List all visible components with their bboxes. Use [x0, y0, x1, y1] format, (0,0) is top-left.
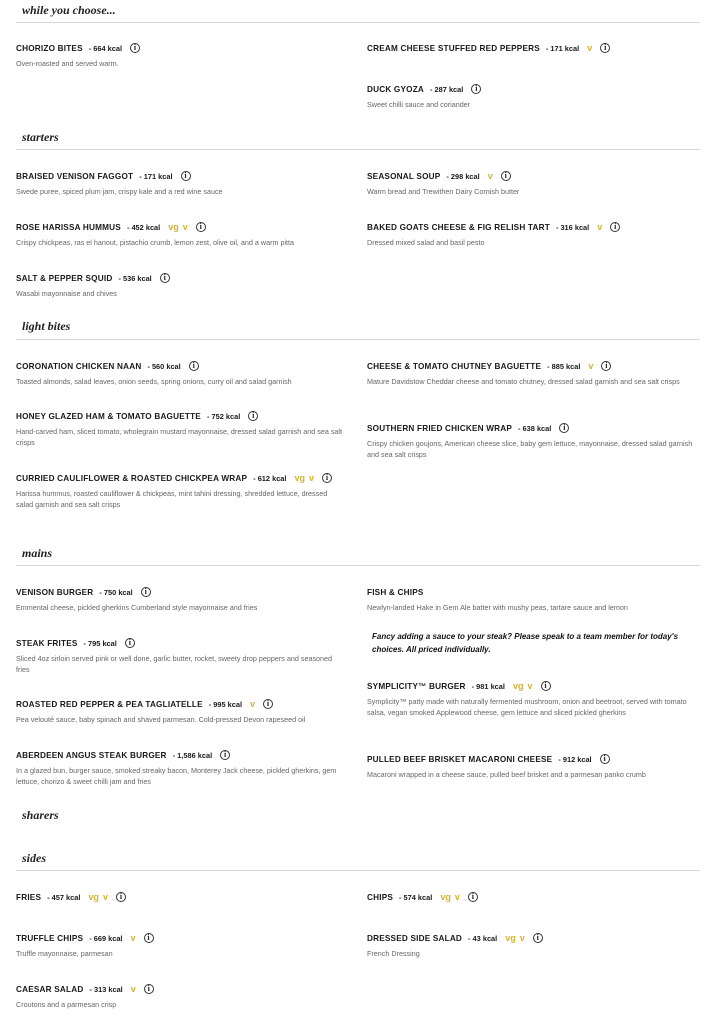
menu-item-description: Swede puree, spiced plum jam, crispy kale and a red wine sauce [16, 187, 223, 196]
menu-item-header [16, 696, 346, 712]
calorie-count: - 43 kcal [468, 933, 498, 943]
info-icon[interactable]: i [116, 892, 126, 902]
menu-item-name: DUCK GYOZA [367, 84, 425, 94]
menu-item [16, 270, 346, 299]
menu-item [367, 889, 697, 905]
info-icon[interactable]: i [189, 361, 199, 371]
menu-item-header [367, 219, 697, 235]
vegetarian-badge: v [597, 222, 603, 232]
menu-item-header [16, 584, 346, 600]
section-title-starters: starters [22, 130, 59, 144]
menu-item-description: Toasted almonds, salad leaves, onion seeds, spring onions, curry oil and salad garnish [16, 377, 292, 386]
vegetarian-badge: v [250, 699, 256, 709]
info-icon[interactable]: i [533, 933, 543, 943]
info-icon[interactable]: i [125, 638, 135, 648]
calorie-count: - 981 kcal [471, 681, 505, 691]
calorie-count: - 669 kcal [89, 933, 123, 943]
menu-item-header [16, 889, 346, 905]
menu-item-description: French Dressing [367, 949, 420, 958]
menu-item-name: CHEESE & TOMATO CHUTNEY BAGUETTE [367, 361, 542, 371]
menu-item-description: Symplicity™ patty made with naturally fermented mushroom, onion and beetroot, served with tomato salsa, vegan smoked Applewood cheese, gem lettuce and sliced pickled gherkins [367, 697, 687, 717]
calorie-count: - 995 kcal [208, 699, 243, 709]
vegetarian-badge: v [519, 933, 525, 943]
menu-item-header [367, 751, 697, 767]
vegetarian-badge: v [130, 933, 136, 943]
menu-item-name: ROSE HARISSA HUMMUS [16, 222, 121, 232]
menu-item-description: Emmental cheese, pickled gherkins Cumberland style mayonnaise and fries [16, 603, 258, 612]
menu-item [16, 981, 346, 1010]
menu-item-name: STEAK FRITES [16, 638, 78, 648]
menu-item-name: CREAM CHEESE STUFFED RED PEPPERS [367, 43, 540, 53]
vegan-badge: vg [294, 473, 305, 483]
menu-item-header [16, 408, 346, 424]
info-icon[interactable]: i [601, 361, 611, 371]
menu-item-header [367, 678, 697, 694]
section-title-light-bites: light bites [22, 319, 71, 333]
calorie-count: - 612 kcal [253, 473, 287, 483]
menu-item-name: CHORIZO BITES [16, 43, 83, 53]
menu-item [16, 408, 346, 448]
info-icon[interactable]: i [144, 984, 154, 994]
menu-item-name: TRUFFLE CHIPS [16, 933, 84, 943]
menu-item-header [367, 889, 697, 905]
menu-item-description: Harissa hummus, roasted cauliflower & chickpeas, mint tahini dressing, shredded lettuce, dressed salad garnish and sea salt crisps [16, 489, 328, 509]
menu-item-header [16, 168, 346, 184]
menu-item-name: ABERDEEN ANGUS STEAK BURGER [16, 750, 167, 760]
vegan-badge: vg [512, 681, 524, 691]
vegetarian-badge: v [588, 361, 594, 371]
menu-item [367, 168, 697, 197]
menu-item-description: Sweet chilli sauce and coriander [367, 100, 471, 109]
menu-item-name: CORONATION CHICKEN NAAN [16, 361, 142, 371]
menu-item [16, 584, 346, 613]
section-divider [16, 22, 700, 23]
menu-item-name: BAKED GOATS CHEESE & FIG RELISH TART [367, 222, 550, 232]
menu-item [16, 358, 346, 387]
menu-item-description: Hand-carved ham, sliced tomato, wholegrain mustard mayonnaise, dressed salad garnish and sea salt crisps [16, 427, 343, 447]
section-title-while-you-choose: while you choose... [22, 3, 116, 17]
info-icon[interactable]: i [248, 411, 258, 421]
calorie-count: - 912 kcal [558, 754, 592, 764]
menu-item-description: Crispy chickpeas, ras el hanout, pistachio crumb, lemon zest, olive oil, and a warm pitta [16, 238, 295, 247]
menu-item-header [367, 584, 697, 600]
menu-item-name: HONEY GLAZED HAM & TOMATO BAGUETTE [16, 411, 201, 421]
info-icon[interactable]: i [468, 892, 478, 902]
info-icon[interactable]: i [160, 273, 170, 283]
info-icon[interactable]: i [559, 423, 569, 433]
info-icon[interactable]: i [501, 171, 511, 181]
menu-item-header [16, 470, 346, 486]
section-title-sharers: sharers [22, 808, 59, 822]
vegetarian-badge: v [309, 473, 315, 483]
menu-item-name: SEASONAL SOUP [367, 171, 441, 181]
menu-item-description: Mature Davidstow Cheddar cheese and tomato chutney, dressed salad garnish and sea salt crisps [367, 377, 680, 386]
menu-item-description: In a glazed bun, burger sauce, smoked streaky bacon, Monterey Jack cheese, pickled gherkins, gem lettuce, chorizo & sweet chilli jam and fries [16, 766, 337, 786]
calorie-count: - 171 kcal [545, 43, 580, 53]
menu-item-description: Newlyn-landed Hake in Gem Ale batter with mushy peas, tartare sauce and lemon [367, 603, 628, 612]
menu-item-name: ROASTED RED PEPPER & PEA TAGLIATELLE [16, 699, 203, 709]
calorie-count: - 536 kcal [118, 273, 152, 283]
vegetarian-badge: v [130, 984, 136, 994]
vegan-badge: vg [440, 892, 451, 902]
menu-item-name: CAESAR SALAD [16, 984, 84, 994]
vegetarian-badge: v [182, 222, 188, 232]
calorie-count: - 457 kcal [47, 892, 81, 902]
menu-item [16, 470, 346, 510]
menu-item-header [367, 40, 697, 56]
info-icon[interactable]: i [600, 754, 610, 764]
menu-item [16, 40, 346, 69]
menu-item-header [16, 747, 346, 763]
calorie-count: - 171 kcal [139, 171, 173, 181]
menu-item-description: Truffle mayonnaise, parmesan [16, 949, 113, 958]
menu-item-header [367, 168, 697, 184]
menu-item [16, 219, 346, 248]
vegetarian-badge: v [527, 681, 533, 691]
menu-item-name: CHIPS [367, 892, 394, 902]
info-icon[interactable]: i [541, 681, 551, 691]
section-divider [16, 339, 700, 340]
menu-item-header [367, 358, 697, 374]
menu-item [367, 678, 697, 718]
menu-item [16, 696, 346, 725]
info-icon[interactable]: i [196, 222, 206, 232]
menu-item-header [16, 635, 346, 651]
menu-item [16, 168, 346, 197]
menu-item [16, 747, 346, 787]
calorie-count: - 574 kcal [399, 892, 433, 902]
menu-item-header [16, 981, 346, 997]
menu-item-header [367, 420, 697, 436]
menu-item [16, 635, 346, 675]
menu-item-description: Crispy chicken goujons, American cheese slice, baby gem lettuce, mayonnaise, dressed salad garnish and sea salt crisps [367, 439, 693, 459]
menu-item-name: FISH & CHIPS [367, 587, 424, 597]
calorie-count: - 752 kcal [206, 411, 241, 421]
menu-item-name: SYMPLICITY™ BURGER [367, 681, 466, 691]
calorie-count: - 560 kcal [147, 361, 181, 371]
info-icon[interactable]: i [600, 43, 610, 53]
menu-item-description: Warm bread and Trewithen Dairy Cornish butter [367, 187, 520, 196]
menu-item-name: VENISON BURGER [16, 587, 94, 597]
menu-item [367, 40, 697, 56]
sauce-note: Fancy adding a sauce to your steak? Please speak to a team member for today's choices. All priced individually. [372, 632, 679, 654]
info-icon[interactable]: i [471, 84, 481, 94]
menu-item [367, 219, 697, 248]
menu-item-description: Sliced 4oz sirloin served pink or well done, garlic butter, rocket, sweety drop peppers and seasoned fries [16, 654, 333, 674]
info-icon[interactable]: i [322, 473, 332, 483]
calorie-count: - 664 kcal [88, 43, 123, 53]
menu-item-name: BRAISED VENISON FAGGOT [16, 171, 134, 181]
menu-item-name: DRESSED SIDE SALAD [367, 933, 463, 943]
menu-item-description: Dressed mixed salad and basil pesto [367, 238, 485, 247]
menu-item-header [16, 358, 346, 374]
info-icon[interactable]: i [610, 222, 620, 232]
info-icon[interactable]: i [141, 587, 151, 597]
menu-item-description: Croutons and a parmesan crisp [16, 1000, 117, 1009]
vegan-badge: vg [505, 933, 516, 943]
info-icon[interactable]: i [181, 171, 191, 181]
calorie-count: - 313 kcal [89, 984, 123, 994]
menu-item-description: Pea velouté sauce, baby spinach and shaved parmesan. Cold-pressed Devon rapeseed oil [16, 715, 306, 724]
calorie-count: - 885 kcal [547, 361, 581, 371]
menu-item-header [16, 930, 346, 946]
menu-item-name: PULLED BEEF BRISKET MACARONI CHEESE [367, 754, 553, 764]
menu-item [16, 889, 346, 905]
info-icon[interactable]: i [220, 750, 230, 760]
menu-item-name: SOUTHERN FRIED CHICKEN WRAP [367, 423, 513, 433]
menu-item-name: CURRIED CAULIFLOWER & ROASTED CHICKPEA WRAP [16, 473, 248, 483]
info-icon[interactable]: i [263, 699, 273, 709]
calorie-count: - 638 kcal [518, 423, 552, 433]
menu-item-header [367, 81, 697, 97]
menu-item [16, 930, 346, 959]
vegan-badge: vg [168, 222, 179, 232]
vegetarian-badge: v [587, 43, 593, 53]
menu-item-header [16, 270, 346, 286]
menu-item-header [367, 930, 697, 946]
menu-item-name: SALT & PEPPER SQUID [16, 273, 113, 283]
info-icon[interactable]: i [144, 933, 154, 943]
vegetarian-badge: v [487, 171, 493, 181]
menu-item [367, 358, 697, 387]
menu-item [367, 584, 697, 613]
calorie-count: - 316 kcal [555, 222, 590, 232]
menu-item-name: FRIES [16, 892, 42, 902]
calorie-count: - 750 kcal [99, 587, 133, 597]
menu-item [367, 81, 697, 110]
section-divider [16, 149, 700, 150]
calorie-count: - 795 kcal [83, 638, 117, 648]
info-icon[interactable]: i [130, 43, 140, 53]
section-title-sides: sides [22, 851, 46, 865]
menu-item-header [16, 219, 346, 235]
section-divider [16, 565, 700, 566]
menu-item-description: Oven-roasted and served warm. [16, 59, 119, 68]
menu-item-description: Macaroni wrapped in a cheese sauce, pulled beef brisket and a parmesan panko crumb [367, 770, 646, 779]
vegan-badge: vg [88, 892, 99, 902]
vegetarian-badge: v [454, 892, 460, 902]
vegetarian-badge: v [102, 892, 108, 902]
calorie-count: - 287 kcal [430, 84, 464, 94]
menu-item-description: Wasabi mayonnaise and chives [16, 289, 117, 298]
section-title-mains: mains [22, 546, 53, 560]
menu-item [367, 930, 697, 959]
calorie-count: - 1,586 kcal [172, 750, 213, 760]
section-divider [16, 870, 700, 871]
menu-item [367, 751, 697, 780]
menu-item [367, 420, 697, 460]
calorie-count: - 298 kcal [446, 171, 480, 181]
calorie-count: - 452 kcal [126, 222, 161, 232]
menu-item-header [16, 40, 346, 56]
